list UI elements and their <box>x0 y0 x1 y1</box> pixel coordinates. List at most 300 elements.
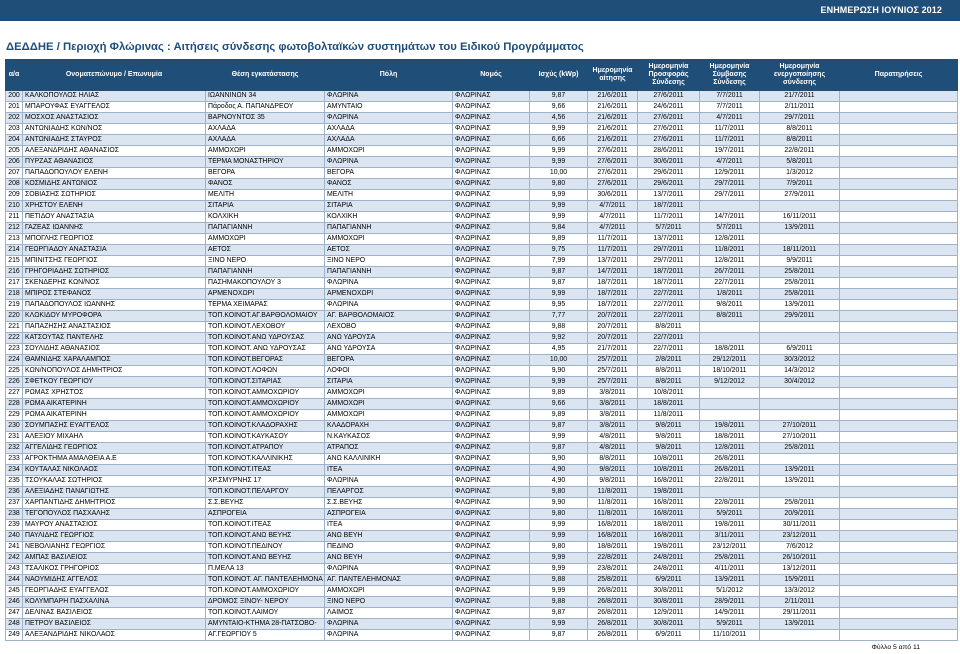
col-remarks-cell <box>840 509 958 520</box>
col-activation-date-cell: 25/8/2011 <box>760 289 840 300</box>
col-index-cell: 249 <box>6 630 23 641</box>
table-row <box>6 388 958 399</box>
col-name-cell: ΠΕΤΙΔΟΥ ΑΝΑΣΤΑΣΙΑ <box>23 212 206 223</box>
col-city-cell: ΑΜΜΟΧΩΡΙ <box>325 388 453 399</box>
col-city-cell: ΦΑΝΟΣ <box>325 179 453 190</box>
col-offer-date-cell: 19/8/2011 <box>638 542 700 553</box>
col-application-date-cell: 4/7/2011 <box>588 212 638 223</box>
col-location-cell: Π.ΜΕΛΑ 13 <box>206 564 325 575</box>
table-row <box>6 542 958 553</box>
col-power-cell: 9,99 <box>530 124 588 135</box>
col-index-cell: 241 <box>6 542 23 553</box>
table-row <box>6 157 958 168</box>
col-application-date-cell: 25/8/2011 <box>588 575 638 586</box>
col-city-cell: ΦΛΩΡΙΝΑ <box>325 113 453 124</box>
col-offer-date-cell: 22/7/2011 <box>638 289 700 300</box>
col-index-cell: 201 <box>6 102 23 113</box>
col-prefecture-cell: ΦΛΩΡΙΝΑΣ <box>453 399 530 410</box>
col-city-cell: ΦΛΩΡΙΝΑ <box>325 278 453 289</box>
col-remarks-cell <box>840 564 958 575</box>
col-activation-date-cell <box>760 333 840 344</box>
col-power-header: Ισχύς (kWp) <box>530 60 588 91</box>
col-power-cell: 9,88 <box>530 322 588 333</box>
col-name-cell: ΚΩΝ/ΝΟΠΟΥΛΟΣ ΔΗΜΗΤΡΙΟΣ <box>23 366 206 377</box>
col-prefecture-cell: ΦΛΩΡΙΝΑΣ <box>453 157 530 168</box>
col-prefecture-cell: ΦΛΩΡΙΝΑΣ <box>453 311 530 322</box>
col-city-cell: ΦΛΩΡΙΝΑ <box>325 564 453 575</box>
col-location-cell: ΑΧΛΑΔΑ <box>206 124 325 135</box>
col-city-cell: ΑΜΜΟΧΩΡΙ <box>325 234 453 245</box>
col-index-cell: 224 <box>6 355 23 366</box>
col-city-cell: ΦΛΩΡΙΝΑ <box>325 476 453 487</box>
col-prefecture-cell: ΦΛΩΡΙΝΑΣ <box>453 597 530 608</box>
col-city-cell: ΠΕΛΑΡΓΟΣ <box>325 487 453 498</box>
col-remarks-cell <box>840 465 958 476</box>
col-application-date-cell: 25/7/2011 <box>588 366 638 377</box>
col-name-cell: ΜΟΣΧΟΣ ΑΝΑΣΤΑΣΙΟΣ <box>23 113 206 124</box>
col-name-cell: ΠΥΡΖΑΣ ΑΘΑΝΑΣΙΟΣ <box>23 157 206 168</box>
col-remarks-cell <box>840 278 958 289</box>
col-index-cell: 225 <box>6 366 23 377</box>
table-row <box>6 289 958 300</box>
col-prefecture-cell: ΦΛΩΡΙΝΑΣ <box>453 146 530 157</box>
col-power-cell: 4,90 <box>530 465 588 476</box>
col-prefecture-cell: ΦΛΩΡΙΝΑΣ <box>453 421 530 432</box>
col-city-cell: ΑΝΩ ΚΑΛΛΙΝΙΚΗ <box>325 454 453 465</box>
col-contract-date-cell: 22/8/2011 <box>700 498 760 509</box>
table-row <box>6 333 958 344</box>
col-contract-date-cell <box>700 410 760 421</box>
col-location-cell: ΙΩΑΝΝΙΝΩΝ 34 <box>206 91 325 102</box>
col-index-cell: 229 <box>6 410 23 421</box>
col-index-cell: 237 <box>6 498 23 509</box>
col-name-cell: ΧΡΗΣΤΟΥ ΕΛΕΝΗ <box>23 201 206 212</box>
col-prefecture-cell: ΦΛΩΡΙΝΑΣ <box>453 234 530 245</box>
col-name-cell: ΚΟΥΤΑΛΑΣ ΝΙΚΟΛΑΟΣ <box>23 465 206 476</box>
col-contract-date-cell: 22/8/2011 <box>700 476 760 487</box>
col-name-cell: ΠΑΠΑΔΟΠΟΥΛΟΣ ΙΩΑΝΝΗΣ <box>23 300 206 311</box>
col-prefecture-cell: ΦΛΩΡΙΝΑΣ <box>453 212 530 223</box>
col-activation-date-cell: 29/9/2011 <box>760 311 840 322</box>
col-offer-date-cell: 13/7/2011 <box>638 234 700 245</box>
col-activation-date-cell: 30/4/2012 <box>760 377 840 388</box>
header-row <box>6 60 958 91</box>
col-name-cell: ΑΓΡΟΚΤΗΜΑ ΑΜΑΛΘΕΙΑ Α.Ε <box>23 454 206 465</box>
col-location-cell: ΑΜΜΟΧΩΡΙ <box>206 146 325 157</box>
col-offer-date-header: Ημερομηνία Προσφοράς Σύνδεσης <box>638 60 700 91</box>
col-power-cell: 9,99 <box>530 201 588 212</box>
col-city-cell: ΒΕΓΟΡΑ <box>325 168 453 179</box>
col-city-cell: ΑΣΠΡΟΓΕΙΑ <box>325 509 453 520</box>
col-power-cell: 9,95 <box>530 300 588 311</box>
col-application-date-cell: 3/8/2011 <box>588 399 638 410</box>
col-offer-date-cell: 11/7/2011 <box>638 212 700 223</box>
col-remarks-cell <box>840 344 958 355</box>
col-power-cell: 9,87 <box>530 267 588 278</box>
col-application-date-cell: 8/8/2011 <box>588 454 638 465</box>
col-remarks-cell <box>840 190 958 201</box>
col-location-cell: ΑΜΥΝΤΑΙΟ-ΚΤΗΜΑ 28-ΠΑΤΣΟΒΟ- <box>206 619 325 630</box>
col-offer-date-cell: 5/7/2011 <box>638 223 700 234</box>
col-name-cell: ΑΓΓΕΛΙΔΗΣ ΓΕΩΡΓΙΟΣ <box>23 443 206 454</box>
col-contract-date-cell <box>700 333 760 344</box>
table-row <box>6 619 958 630</box>
col-activation-date-cell: 25/8/2011 <box>760 498 840 509</box>
col-city-cell: ΑΕΤΟΣ <box>325 245 453 256</box>
col-prefecture-cell: ΦΛΩΡΙΝΑΣ <box>453 300 530 311</box>
col-remarks-cell <box>840 245 958 256</box>
col-activation-date-header: Ημερομηνία ενεργοποίησης σύνδεσης <box>760 60 840 91</box>
col-prefecture-cell: ΦΛΩΡΙΝΑΣ <box>453 454 530 465</box>
col-name-cell: ΜΠΟΓΛΗΣ ΓΕΩΡΓΙΟΣ <box>23 234 206 245</box>
col-activation-date-cell: 13/3/2012 <box>760 586 840 597</box>
col-activation-date-cell: 7/6/2012 <box>760 542 840 553</box>
col-contract-date-cell: 14/9/2011 <box>700 608 760 619</box>
col-offer-date-cell: 8/8/2011 <box>638 322 700 333</box>
col-application-date-cell: 18/7/2011 <box>588 300 638 311</box>
col-city-cell: ΑΓ. ΠΑΝΤΕΛΕΗΜΟΝΑΣ <box>325 575 453 586</box>
table-row <box>6 311 958 322</box>
col-city-cell: ΦΛΩΡΙΝΑ <box>325 619 453 630</box>
col-name-cell: ΠΕΤΡΟΥ ΒΑΣΙΛΕΙΟΣ <box>23 619 206 630</box>
update-date-label: ΕΝΗΜΕΡΩΣΗ ΙΟΥΝΙΟΣ 2012 <box>820 5 942 15</box>
col-application-date-cell: 26/8/2011 <box>588 619 638 630</box>
col-city-cell: ΜΕΛΙΤΗ <box>325 190 453 201</box>
table-row <box>6 278 958 289</box>
table-body <box>6 91 958 641</box>
col-index-cell: 214 <box>6 245 23 256</box>
col-contract-date-cell: 5/1/2012 <box>700 586 760 597</box>
col-location-cell: ΤΟΠ.ΚΟΙΝΟΤ.ΑΓ.ΒΑΡΘΟΛΟΜΑΙΟΥ <box>206 311 325 322</box>
col-prefecture-cell: ΦΛΩΡΙΝΑΣ <box>453 476 530 487</box>
col-activation-date-cell: 27/9/2011 <box>760 190 840 201</box>
col-location-cell: ΤΟΠ.ΚΟΙΝΟΤ.ΑΜΜΟΧΩΡΙΟΥ <box>206 410 325 421</box>
col-prefecture-cell: ΦΛΩΡΙΝΑΣ <box>453 586 530 597</box>
col-prefecture-cell: ΦΛΩΡΙΝΑΣ <box>453 388 530 399</box>
col-activation-date-cell: 30/11/2011 <box>760 520 840 531</box>
col-remarks-cell <box>840 333 958 344</box>
col-activation-date-cell: 25/8/2011 <box>760 267 840 278</box>
col-contract-date-cell: 5/9/2011 <box>700 619 760 630</box>
col-offer-date-cell: 27/6/2011 <box>638 124 700 135</box>
col-contract-date-cell <box>700 201 760 212</box>
col-activation-date-cell: 2/11/2011 <box>760 102 840 113</box>
col-remarks-cell <box>840 135 958 146</box>
col-name-cell: ΤΣΟΥΚΑΛΑΣ ΣΩΤΗΡΙΟΣ <box>23 476 206 487</box>
col-power-cell: 9,90 <box>530 366 588 377</box>
col-prefecture-cell: ΦΛΩΡΙΝΑΣ <box>453 487 530 498</box>
col-activation-date-cell: 20/9/2011 <box>760 509 840 520</box>
col-offer-date-cell: 30/8/2011 <box>638 619 700 630</box>
col-location-cell: ΠΑΠΑΓΙΑΝΝΗ <box>206 267 325 278</box>
col-city-cell: ΑΜΜΟΧΩΡΙ <box>325 399 453 410</box>
col-contract-date-cell: 23/12/2011 <box>700 542 760 553</box>
table-row <box>6 267 958 278</box>
col-city-cell: ΑΤΡΑΠΟΣ <box>325 443 453 454</box>
col-city-cell: ΙΤΕΑ <box>325 520 453 531</box>
col-offer-date-cell: 30/8/2011 <box>638 597 700 608</box>
table-row <box>6 520 958 531</box>
col-contract-date-cell: 1/8/2011 <box>700 289 760 300</box>
col-remarks-cell <box>840 355 958 366</box>
col-offer-date-cell: 18/8/2011 <box>638 399 700 410</box>
col-city-cell: ΑΜΜΟΧΩΡΙ <box>325 410 453 421</box>
col-index-cell: 212 <box>6 223 23 234</box>
col-name-cell: ΓΕΩΡΓΙΑΔΟΥ ΑΝΑΣΤΑΣΙΑ <box>23 245 206 256</box>
col-activation-date-cell: 15/9/2011 <box>760 575 840 586</box>
col-remarks-cell <box>840 322 958 333</box>
col-power-cell: 9,88 <box>530 597 588 608</box>
col-city-cell: ΦΛΩΡΙΝΑ <box>325 157 453 168</box>
col-offer-date-cell: 10/8/2011 <box>638 454 700 465</box>
col-offer-date-cell: 28/6/2011 <box>638 146 700 157</box>
table-row <box>6 597 958 608</box>
col-activation-date-cell: 21/7/2011 <box>760 91 840 102</box>
col-city-cell: ΑΓ. ΒΑΡΘΟΛΟΜΑΙΟΣ <box>325 311 453 322</box>
col-location-cell: ΑΧΛΑΔΑ <box>206 135 325 146</box>
col-city-cell: ΠΑΠΑΓΙΑΝΝΗ <box>325 267 453 278</box>
col-application-date-cell: 3/8/2011 <box>588 410 638 421</box>
col-application-date-cell: 21/6/2011 <box>588 91 638 102</box>
table-row <box>6 355 958 366</box>
col-prefecture-cell: ΦΛΩΡΙΝΑΣ <box>453 509 530 520</box>
col-index-cell: 217 <box>6 278 23 289</box>
col-prefecture-cell: ΦΛΩΡΙΝΑΣ <box>453 564 530 575</box>
col-index-cell: 231 <box>6 432 23 443</box>
col-application-date-cell: 21/6/2011 <box>588 135 638 146</box>
col-city-cell: ΑΝΩ ΥΔΡΟΥΣΑ <box>325 344 453 355</box>
col-prefecture-cell: ΦΛΩΡΙΝΑΣ <box>453 575 530 586</box>
table-row <box>6 498 958 509</box>
col-city-cell: ΑΧΛΑΔΑ <box>325 124 453 135</box>
col-location-cell: ΧΡ.ΣΜΥΡΝΗΣ 17 <box>206 476 325 487</box>
col-location-cell: ΤΟΠ.ΚΟΙΝΟΤ.ΚΑΛΛΙΝΙΚΗΣ <box>206 454 325 465</box>
col-city-cell: ΦΛΩΡΙΝΑ <box>325 300 453 311</box>
col-prefecture-cell: ΦΛΩΡΙΝΑΣ <box>453 531 530 542</box>
col-index-cell: 228 <box>6 399 23 410</box>
col-prefecture-cell: ΦΛΩΡΙΝΑΣ <box>453 344 530 355</box>
col-index-cell: 234 <box>6 465 23 476</box>
col-name-cell: ΘΑΜΝΙΔΗΣ ΧΑΡΑΛΑΜΠΟΣ <box>23 355 206 366</box>
col-offer-date-cell: 27/6/2011 <box>638 91 700 102</box>
col-city-cell: ΠΕΔΙΝΟ <box>325 542 453 553</box>
col-application-date-cell: 20/7/2011 <box>588 322 638 333</box>
table-row <box>6 564 958 575</box>
col-contract-date-cell: 12/9/2011 <box>700 168 760 179</box>
col-name-cell: ΑΛΕΞΙΑΔΗΣ ΠΑΝΑΓΙΩΤΗΣ <box>23 487 206 498</box>
col-index-cell: 202 <box>6 113 23 124</box>
col-power-cell: 7,77 <box>530 311 588 322</box>
col-location-cell: ΑΕΤΟΣ <box>206 245 325 256</box>
col-remarks-cell <box>840 212 958 223</box>
col-offer-date-cell: 12/9/2011 <box>638 608 700 619</box>
col-prefecture-cell: ΦΛΩΡΙΝΑΣ <box>453 542 530 553</box>
col-application-date-cell: 4/8/2011 <box>588 432 638 443</box>
col-name-cell: ΡΩΜΑ ΑΙΚΑΤΕΡΙΝΗ <box>23 410 206 421</box>
col-city-cell: ΛΕΧΟΒΟ <box>325 322 453 333</box>
col-contract-date-cell: 4/7/2011 <box>700 113 760 124</box>
col-power-cell: 9,87 <box>530 608 588 619</box>
col-contract-date-cell: 29/12/2011 <box>700 355 760 366</box>
col-application-date-cell: 21/6/2011 <box>588 124 638 135</box>
col-offer-date-cell: 19/8/2011 <box>638 487 700 498</box>
col-location-cell: ΤΟΠ.ΚΟΙΝΟΤ.ΣΙΤΑΡΙΑΣ <box>206 377 325 388</box>
col-prefecture-cell: ΦΛΩΡΙΝΑΣ <box>453 278 530 289</box>
col-location-cell: ΣΙΤΑΡΙΑ <box>206 201 325 212</box>
col-index-cell: 233 <box>6 454 23 465</box>
col-offer-date-cell: 9/8/2011 <box>638 443 700 454</box>
col-name-cell: ΧΑΡΠΑΝΤΙΔΗΣ ΔΗΜΗΤΡΙΟΣ <box>23 498 206 509</box>
col-power-cell: 9,87 <box>530 630 588 641</box>
col-index-cell: 219 <box>6 300 23 311</box>
col-offer-date-cell: 30/6/2011 <box>638 157 700 168</box>
col-contract-date-cell: 4/11/2011 <box>700 564 760 575</box>
col-power-cell: 9,89 <box>530 410 588 421</box>
col-activation-date-cell <box>760 399 840 410</box>
col-offer-date-cell: 22/7/2011 <box>638 311 700 322</box>
col-offer-date-cell: 18/7/2011 <box>638 201 700 212</box>
col-power-cell: 9,84 <box>530 223 588 234</box>
col-index-cell: 208 <box>6 179 23 190</box>
col-index-cell: 245 <box>6 586 23 597</box>
col-name-cell: ΑΝΤΩΝΙΑΔΗΣ ΣΤΑΥΡΟΣ <box>23 135 206 146</box>
col-name-cell: ΜΑΥΡΟΥ ΑΝΑΣΤΑΣΙΟΣ <box>23 520 206 531</box>
col-index-cell: 226 <box>6 377 23 388</box>
table-row <box>6 432 958 443</box>
col-name-cell: ΚΑΤΣΟΥΤΑΣ ΠΑΝΤΕΛΗΣ <box>23 333 206 344</box>
col-location-cell: ΤΟΠ.ΚΟΙΝΟΤ.ΑΝΩ ΒΕΥΗΣ <box>206 553 325 564</box>
col-contract-date-cell: 12/8/2011 <box>700 256 760 267</box>
table-row <box>6 179 958 190</box>
col-name-cell: ΣΟΒΙΑΣΗΣ ΣΩΤΗΡΙΟΣ <box>23 190 206 201</box>
col-name-header: Ονοματεπώνυμο / Επωνυμία <box>23 60 206 91</box>
col-prefecture-cell: ΦΛΩΡΙΝΑΣ <box>453 190 530 201</box>
col-activation-date-cell: 30/3/2012 <box>760 355 840 366</box>
col-prefecture-cell: ΦΛΩΡΙΝΑΣ <box>453 619 530 630</box>
col-city-cell: ΦΛΩΡΙΝΑ <box>325 91 453 102</box>
col-city-cell: ΑΝΩ ΥΔΡΟΥΣΑ <box>325 333 453 344</box>
col-contract-date-cell: 18/10/2011 <box>700 366 760 377</box>
col-contract-date-cell: 11/10/2011 <box>700 630 760 641</box>
col-location-cell: ΤΟΠ.ΚΟΙΝΟΤ.ΑΜΜΟΧΩΡΙΟΥ <box>206 399 325 410</box>
col-activation-date-cell: 13/9/2011 <box>760 223 840 234</box>
col-prefecture-cell: ΦΛΩΡΙΝΑΣ <box>453 608 530 619</box>
col-location-cell: ΤΟΠ.ΚΟΙΝΟΤ.ΠΕΛΑΡΓΟΥ <box>206 487 325 498</box>
col-contract-date-cell: 13/9/2011 <box>700 575 760 586</box>
col-name-cell: ΜΠΙΡΟΣ ΣΤΕΦΑΝΟΣ <box>23 289 206 300</box>
col-prefecture-cell: ΦΛΩΡΙΝΑΣ <box>453 553 530 564</box>
col-city-cell: ΠΑΠΑΓΙΑΝΝΗ <box>325 223 453 234</box>
col-index-cell: 220 <box>6 311 23 322</box>
table-row <box>6 113 958 124</box>
col-power-cell: 9,99 <box>530 157 588 168</box>
col-remarks-cell <box>840 201 958 212</box>
col-city-cell: ΣΙΤΑΡΙΑ <box>325 377 453 388</box>
col-activation-date-cell: 25/8/2011 <box>760 443 840 454</box>
col-city-cell: ΛΑΙΜΟΣ <box>325 608 453 619</box>
col-remarks-cell <box>840 586 958 597</box>
col-location-cell: ΤΟΠ.ΚΟΙΝΟΤ.ΛΟΦΩΝ <box>206 366 325 377</box>
col-offer-date-cell: 16/8/2011 <box>638 531 700 542</box>
col-prefecture-cell: ΦΛΩΡΙΝΑΣ <box>453 465 530 476</box>
table-row <box>6 146 958 157</box>
col-city-cell: ΑΜΜΟΧΩΡΙ <box>325 586 453 597</box>
col-remarks-cell <box>840 553 958 564</box>
col-remarks-cell <box>840 575 958 586</box>
col-remarks-cell <box>840 399 958 410</box>
col-name-cell: ΡΩΜΑΣ ΧΡΗΣΤΟΣ <box>23 388 206 399</box>
page-footer: Φύλλο 5 από 11 <box>871 644 920 651</box>
col-location-cell: ΤΟΠ.ΚΟΙΝΟΤ.ΑΝΩ ΥΔΡΟΥΣΑΣ <box>206 333 325 344</box>
col-index-cell: 238 <box>6 509 23 520</box>
col-power-cell: 9,66 <box>530 399 588 410</box>
col-application-date-header: Ημερομηνία αίτησης <box>588 60 638 91</box>
col-activation-date-cell: 7/9/2011 <box>760 179 840 190</box>
col-power-cell: 9,90 <box>530 454 588 465</box>
col-name-cell: ΚΟΛΥΜΠΑΡΗ ΠΑΣΧΑΛΙΝΑ <box>23 597 206 608</box>
col-prefecture-cell: ΦΛΩΡΙΝΑΣ <box>453 355 530 366</box>
col-name-cell: ΤΕΓΟΠΟΥΛΟΣ ΠΑΣΧΑΛΗΣ <box>23 509 206 520</box>
col-name-cell: ΣΦΕΤΚΟΥ ΓΕΩΡΓΙΟΥ <box>23 377 206 388</box>
col-offer-date-cell: 6/9/2011 <box>638 575 700 586</box>
col-city-cell: ΣΙΤΑΡΙΑ <box>325 201 453 212</box>
col-index-cell: 235 <box>6 476 23 487</box>
col-contract-date-cell: 4/7/2011 <box>700 157 760 168</box>
col-index-cell: 205 <box>6 146 23 157</box>
col-prefecture-cell: ΦΛΩΡΙΝΑΣ <box>453 377 530 388</box>
table-row <box>6 344 958 355</box>
col-contract-date-cell: 7/7/2011 <box>700 91 760 102</box>
col-location-cell: ΤΟΠ.ΚΟΙΝΟΤ.ΚΛΑΔΟΡΑΧΗΣ <box>206 421 325 432</box>
col-power-cell: 6,66 <box>530 135 588 146</box>
col-remarks-cell <box>840 520 958 531</box>
col-prefecture-cell: ΦΛΩΡΙΝΑΣ <box>453 267 530 278</box>
col-power-cell: 9,99 <box>530 190 588 201</box>
col-name-cell: ΑΝΤΩΝΙΑΔΗΣ ΚΩΝ/ΝΟΣ <box>23 124 206 135</box>
col-remarks-cell <box>840 300 958 311</box>
col-prefecture-header: Νομός <box>453 60 530 91</box>
col-offer-date-cell: 30/8/2011 <box>638 586 700 597</box>
col-city-cell: ΚΛΑΔΟΡΑΧΗ <box>325 421 453 432</box>
col-index-cell: 246 <box>6 597 23 608</box>
col-remarks-cell <box>840 256 958 267</box>
col-location-cell: ΤΟΠ.ΚΟΙΝΟΤ.ΑΜΜΟΧΩΡΙΟΥ <box>206 586 325 597</box>
col-offer-date-cell: 24/8/2011 <box>638 553 700 564</box>
col-application-date-cell: 20/7/2011 <box>588 311 638 322</box>
col-name-cell: ΑΛΕΞΑΝΔΡΙΔΗΣ ΑΘΑΝΑΣΙΟΣ <box>23 146 206 157</box>
col-name-cell: ΝΕΒΟΛΙΑΝΗΣ ΓΕΩΡΓΙΟΣ <box>23 542 206 553</box>
col-power-cell: 9,87 <box>530 421 588 432</box>
col-activation-date-cell: 13/9/2011 <box>760 300 840 311</box>
col-power-cell: 9,99 <box>530 146 588 157</box>
col-contract-date-cell: 19/8/2011 <box>700 421 760 432</box>
table-row <box>6 465 958 476</box>
col-remarks-cell <box>840 234 958 245</box>
table-row <box>6 399 958 410</box>
col-power-cell: 9,99 <box>530 564 588 575</box>
table-row <box>6 190 958 201</box>
col-power-cell: 9,99 <box>530 212 588 223</box>
col-power-cell: 9,99 <box>530 432 588 443</box>
col-power-cell: 9,80 <box>530 542 588 553</box>
col-application-date-cell: 11/8/2011 <box>588 509 638 520</box>
col-application-date-cell: 26/8/2011 <box>588 586 638 597</box>
table-row <box>6 102 958 113</box>
col-location-cell: ΒΑΡΝΟΥΝΤΟΣ 35 <box>206 113 325 124</box>
col-application-date-cell: 18/8/2011 <box>588 542 638 553</box>
col-index-cell: 239 <box>6 520 23 531</box>
col-offer-date-cell: 9/8/2011 <box>638 421 700 432</box>
